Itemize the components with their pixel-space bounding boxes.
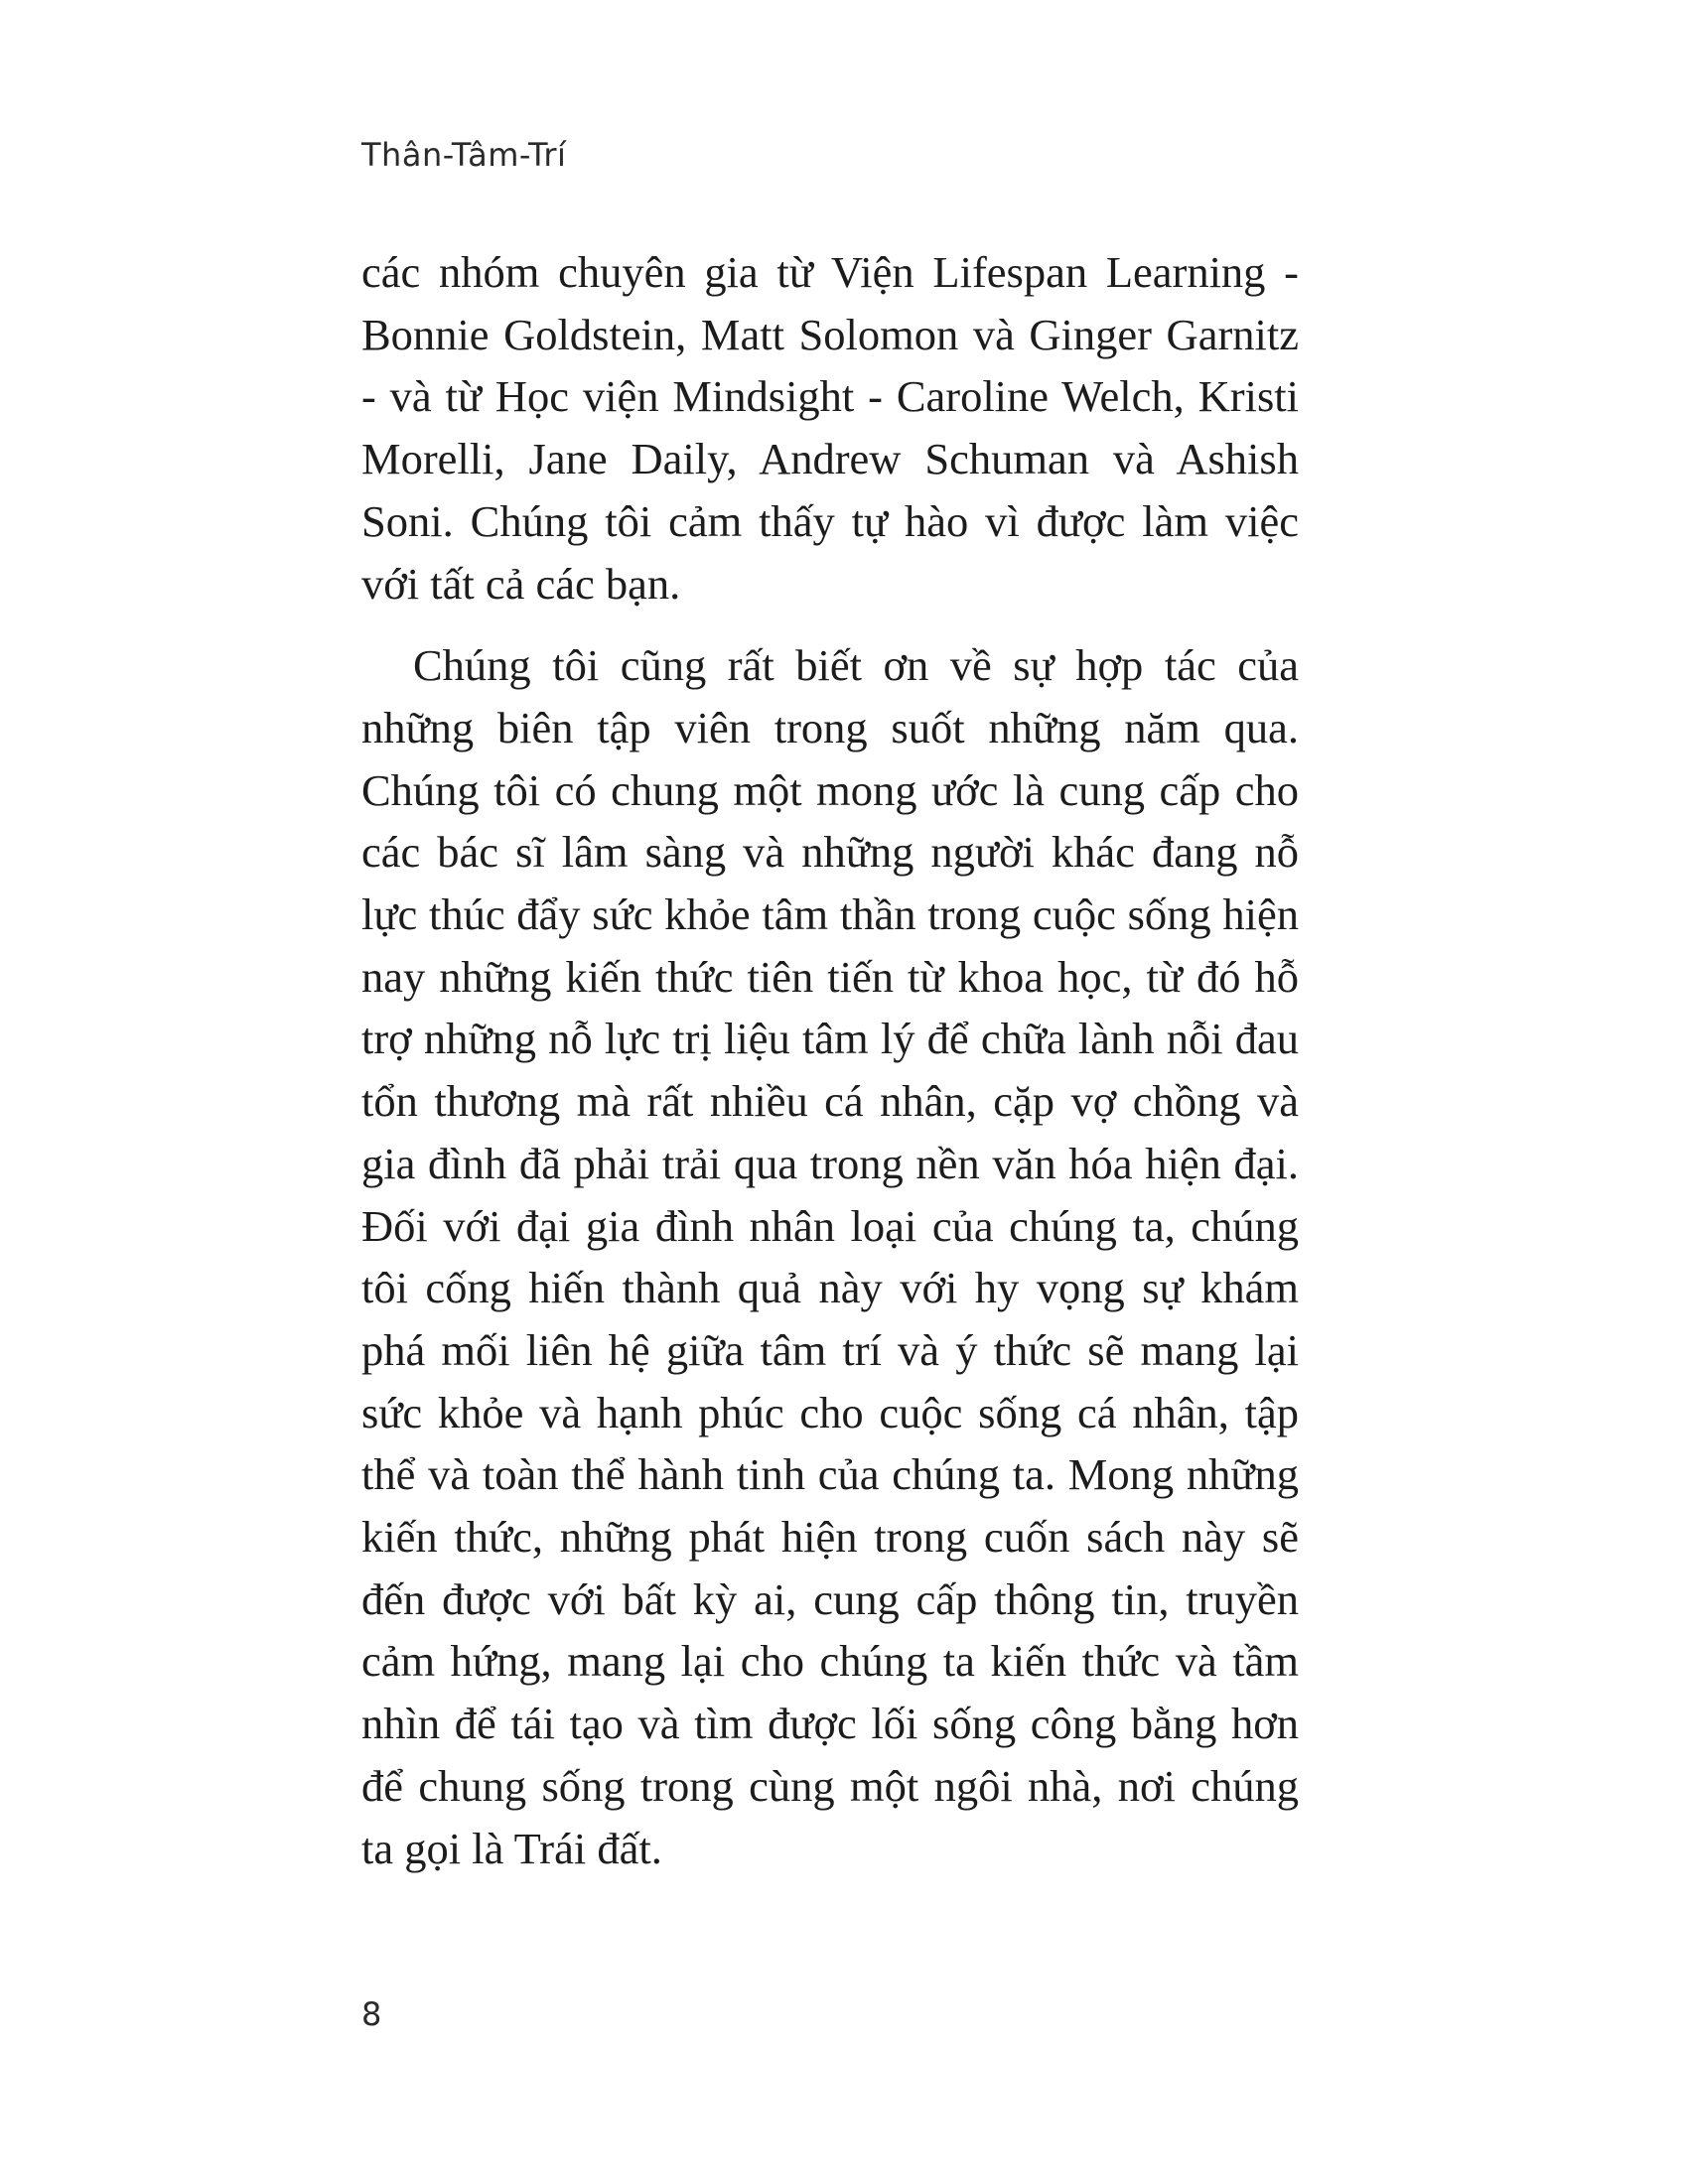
paragraph-2: Chúng tôi cũng rất biết ơn về sự hợp tác của những biên tập viên trong suốt những năm qua. Chúng tôi có chung một mong ước là cung cấp cho các bác sĩ lâm sàng và những người khác đang nỗ lực thúc đẩy sức khỏe tâm thần trong cuộc sống hiện nay những kiến thức tiên tiến từ khoa học, từ đó hỗ trợ những nỗ lực trị liệu tâm lý để chữa lành nỗi đau tổn thương mà rất nhiều cá nhân, cặp vợ chồng và gia đình đã phải trải qua trong nền văn hóa hiện đại. Đối với đại gia đình nhân loại của chúng ta, chúng tôi cống hiến thành quả này với hy vọng sự khám phá mối liên hệ giữa tâm trí và ý thức sẽ mang lại sức khỏe và hạnh phúc cho cuộc sống cá nhân, tập thể và toàn thể hành tinh của chúng ta. Mong những kiến thức, những phát hiện trong cuốn sách này sẽ đến được với bất kỳ ai, cung cấp thông tin, truyền cảm hứng, mang lại cho chúng ta kiến thức và tầm nhìn để tái tạo và tìm được lối sống công bằng hơn để chung sống trong cùng một ngôi nhà, nơi chúng ta gọi là Trái đất. — [361, 640, 1299, 1873]
running-head-title: Thân-Tâm-Trí — [361, 136, 567, 174]
page-number: 8 — [361, 1995, 382, 2033]
paragraph-1: các nhóm chuyên gia từ Viện Lifespan Learning - Bonnie Goldstein, Matt Solomon và Ginger Garnitz - và từ Học viện Mindsight - Caroline Welch, Kristi Morelli, Jane Daily, Andrew Schuman và Ashish Soni. Chúng tôi cảm thấy tự hào vì được làm việc với tất cả các bạn. — [361, 247, 1299, 609]
body-text — [361, 241, 1299, 1879]
